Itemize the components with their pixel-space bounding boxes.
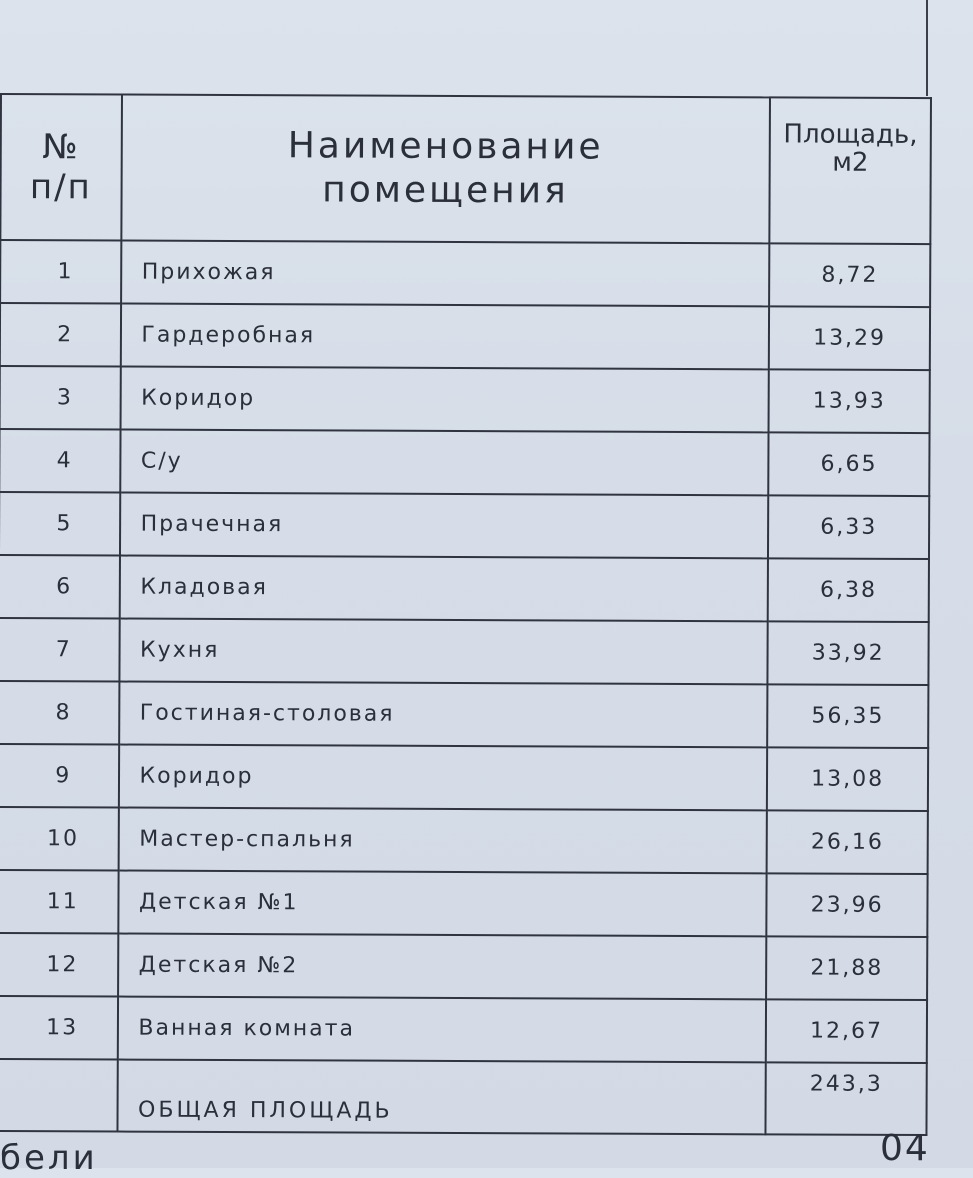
table-row	[0, 303, 930, 370]
total-number	[0, 1059, 117, 1132]
room-name: Детская №1	[118, 871, 767, 937]
room-area: 6,38	[768, 558, 929, 622]
room-name: Прихожая	[121, 241, 770, 307]
room-name: Ванная комната	[117, 997, 766, 1063]
room-area: 13,29	[769, 306, 930, 370]
table-header-row	[0, 94, 931, 244]
header-area-line-1: Площадь,	[783, 119, 918, 151]
total-area: 243,3	[766, 1062, 927, 1135]
table-row	[0, 429, 930, 496]
total-label: ОБЩАЯ ПЛОЩАДЬ	[117, 1060, 766, 1135]
room-name: С/у	[120, 430, 769, 496]
header-name-line-2: помещения	[322, 169, 569, 212]
table-row	[0, 240, 930, 307]
room-area: 8,72	[769, 243, 930, 307]
room-area: 56,35	[767, 684, 928, 748]
room-area: 21,88	[766, 936, 927, 1000]
footer-cut-text: бели	[0, 1138, 98, 1178]
table-row	[0, 492, 929, 559]
row-number: 2	[0, 303, 121, 367]
row-number: 13	[0, 996, 118, 1060]
table-row	[0, 618, 929, 685]
row-number: 10	[0, 807, 118, 871]
header-name	[121, 95, 770, 244]
room-area: 33,92	[768, 621, 929, 685]
row-number: 9	[0, 744, 119, 808]
header-number-line-2: п/п	[29, 167, 92, 208]
table-row	[0, 744, 928, 811]
room-area: 13,08	[767, 747, 928, 811]
table-row	[0, 870, 928, 937]
page-number: 04	[880, 1128, 930, 1169]
room-area: 23,96	[767, 873, 928, 937]
row-number: 11	[0, 870, 118, 934]
room-name: Коридор	[120, 367, 769, 433]
room-name: Гостиная-столовая	[119, 682, 768, 748]
row-number: 7	[0, 618, 119, 682]
room-area: 26,16	[767, 810, 928, 874]
table-row	[0, 807, 928, 874]
room-area: 12,67	[766, 999, 927, 1063]
room-area-table	[0, 93, 932, 1136]
table-row	[0, 933, 927, 1000]
row-number: 3	[0, 366, 120, 430]
row-number: 1	[0, 240, 121, 304]
table-row	[0, 555, 929, 622]
table-row	[0, 366, 930, 433]
room-name: Гардеробная	[120, 304, 769, 370]
header-name-line-1: Наименование	[287, 125, 604, 168]
row-number: 8	[0, 681, 119, 745]
room-name: Мастер-спальня	[118, 808, 767, 874]
room-name: Прачечная	[119, 493, 768, 559]
room-name: Детская №2	[118, 934, 767, 1000]
row-number: 4	[0, 429, 120, 493]
header-number	[0, 94, 121, 241]
row-number: 12	[0, 933, 118, 997]
room-name: Кладовая	[119, 556, 768, 622]
total-row	[0, 1059, 927, 1135]
row-number: 5	[0, 492, 120, 556]
room-name: Коридор	[118, 745, 767, 811]
room-area: 13,93	[769, 369, 930, 433]
room-name: Кухня	[119, 619, 768, 685]
room-area: 6,65	[769, 432, 930, 496]
table-row	[0, 681, 928, 748]
table-row	[0, 996, 927, 1063]
header-number-line-1: №	[42, 127, 80, 168]
row-number: 6	[0, 555, 119, 619]
header-area	[770, 97, 931, 244]
room-area: 6,33	[768, 495, 929, 559]
header-area-line-2: м2	[832, 147, 869, 178]
sheet-edge-line	[926, 0, 928, 96]
